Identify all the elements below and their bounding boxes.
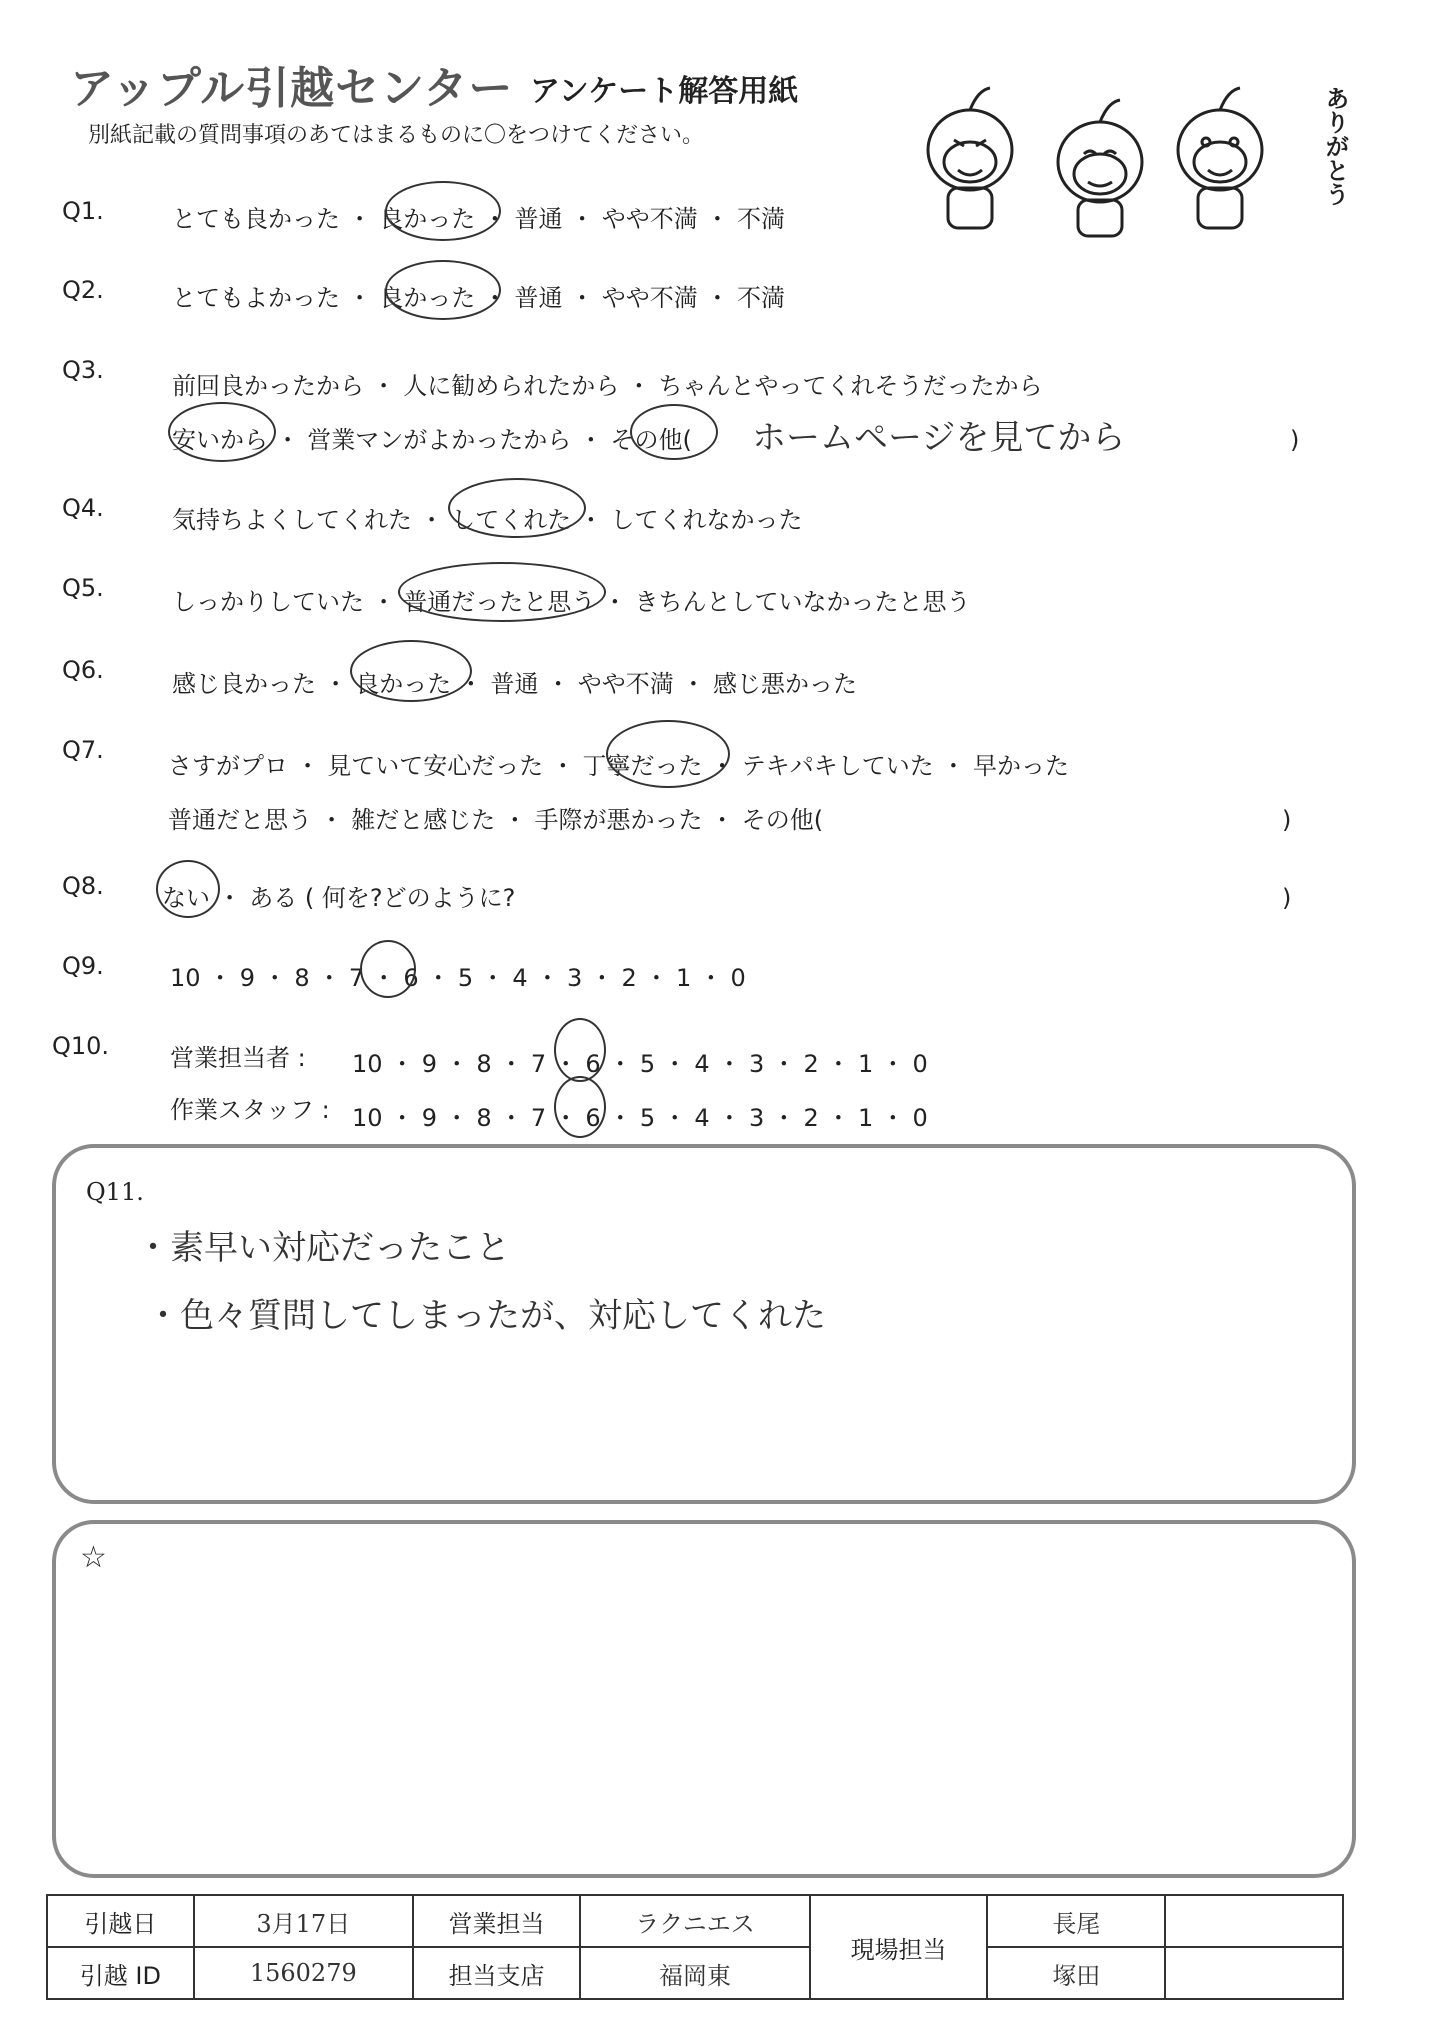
- branch-label: 担当支店: [413, 1947, 580, 1999]
- star-comment-box: [52, 1520, 1356, 1878]
- q10-sales-selection-circle: [554, 1018, 606, 1082]
- site-staff-value-2: 塚田: [987, 1947, 1165, 1999]
- q10-label: Q10.: [52, 1032, 110, 1060]
- q1-options: とても良かった ・ 良かった ・ 普通 ・ やや不満 ・ 不満: [172, 205, 786, 233]
- q1-label: Q1.: [62, 197, 104, 225]
- q6-options: 感じ良かった ・ 良かった ・ 普通 ・ やや不満 ・ 感じ悪かった: [172, 670, 858, 698]
- q2-label: Q2.: [62, 276, 104, 304]
- branch-value: 福岡東: [580, 1947, 809, 1999]
- q8-selection-circle: [156, 860, 220, 918]
- q7-label: Q7.: [62, 736, 104, 764]
- company-name: アップル引越センター: [70, 63, 514, 114]
- q11-label: Q11.: [86, 1178, 144, 1206]
- q3-selection-circle-cheap: [168, 402, 276, 462]
- q11-comment-box: [52, 1144, 1356, 1504]
- move-id-value: 1560279: [194, 1947, 413, 1999]
- q4-selection-circle: [448, 478, 586, 538]
- site-staff-value-1: 長尾: [987, 1895, 1165, 1947]
- q8-options: ない ・ ある ( 何を?どのように?: [162, 884, 516, 912]
- move-id-label: 引越 ID: [47, 1947, 194, 1999]
- q10-staff-selection-circle: [554, 1076, 606, 1138]
- site-staff-label: 現場担当: [810, 1895, 988, 1999]
- empty-cell-2: [1165, 1947, 1343, 1999]
- q4-options: 気持ちよくしてくれた ・ してくれた ・ してくれなかった: [172, 506, 803, 534]
- q6-selection-circle: [350, 640, 472, 702]
- q7-options-line2: 普通だと思う ・ 雑だと感じた ・ 手際が悪かった ・ その他(: [168, 806, 824, 834]
- q9-scale: 10 ・ 9 ・ 8 ・ 7 ・ 6 ・ 5 ・ 4 ・ 3 ・ 2 ・ 1 ・ 0: [170, 964, 746, 992]
- q3-selection-circle-other: [630, 404, 718, 460]
- q10-sales-scale: 10 ・ 9 ・ 8 ・ 7 ・ 6 ・ 5 ・ 4 ・ 3 ・ 2 ・ 1 ・ 0: [352, 1050, 928, 1078]
- q3-options-line1: 前回良かったから ・ 人に勧められたから ・ ちゃんとやってくれそうだったから: [172, 372, 1043, 400]
- q3-close-paren: ): [1290, 426, 1300, 454]
- empty-cell-1: [1165, 1895, 1343, 1947]
- q5-options: しっかりしていた ・ 普通だったと思う ・ きちんとしていなかったと思う: [172, 588, 971, 616]
- sales-rep-value: ラクニエス: [580, 1895, 809, 1947]
- q8-label: Q8.: [62, 872, 104, 900]
- monkey-mascots-illustration: [910, 70, 1270, 240]
- star-icon: ☆: [80, 1540, 107, 1575]
- form-title: アンケート解答用紙: [530, 74, 799, 109]
- q3-options-line2: 安いから ・ 営業マンがよかったから ・ その他(: [172, 426, 692, 454]
- q11-answer-line-2: ・色々質問してしまったが、対応してくれた: [146, 1296, 826, 1336]
- q8-close-paren: ): [1282, 884, 1292, 912]
- q10-staff-scale: 10 ・ 9 ・ 8 ・ 7 ・ 6 ・ 5 ・ 4 ・ 3 ・ 2 ・ 1 ・ 0: [352, 1104, 928, 1132]
- q2-selection-circle: [385, 260, 501, 320]
- q10-sales-label: 営業担当者 :: [170, 1044, 306, 1072]
- q2-options: とてもよかった ・ 良かった ・ 普通 ・ やや不満 ・ 不満: [172, 284, 786, 312]
- q10-staff-label: 作業スタッフ :: [170, 1096, 330, 1124]
- q4-label: Q4.: [62, 494, 104, 522]
- move-date-label: 引越日: [47, 1895, 194, 1947]
- q9-selection-circle: [360, 940, 416, 998]
- q1-selection-circle: [385, 181, 501, 241]
- thanks-text: ありがとう: [1321, 86, 1349, 206]
- q3-label: Q3.: [62, 356, 104, 384]
- q7-selection-circle: [606, 720, 730, 788]
- q11-answer-line-1: ・素早い対応だったこと: [136, 1228, 510, 1268]
- instruction-text: 別紙記載の質問事項のあてはまるものに〇をつけてください。: [88, 123, 705, 148]
- q5-selection-circle: [398, 562, 606, 622]
- q9-label: Q9.: [62, 952, 104, 980]
- q7-close-paren: ): [1282, 806, 1292, 834]
- q6-label: Q6.: [62, 656, 104, 684]
- move-date-value: 3月17日: [194, 1895, 413, 1947]
- q7-options-line1: さすがプロ ・ 見ていて安心だった ・ 丁寧だった ・ テキパキしていた ・ 早かった: [168, 752, 1070, 780]
- footer-info-table: [46, 1894, 1344, 2000]
- q3-other-answer: ホームページを見てから: [752, 418, 1126, 458]
- sales-rep-label: 営業担当: [413, 1895, 580, 1947]
- q5-label: Q5.: [62, 574, 104, 602]
